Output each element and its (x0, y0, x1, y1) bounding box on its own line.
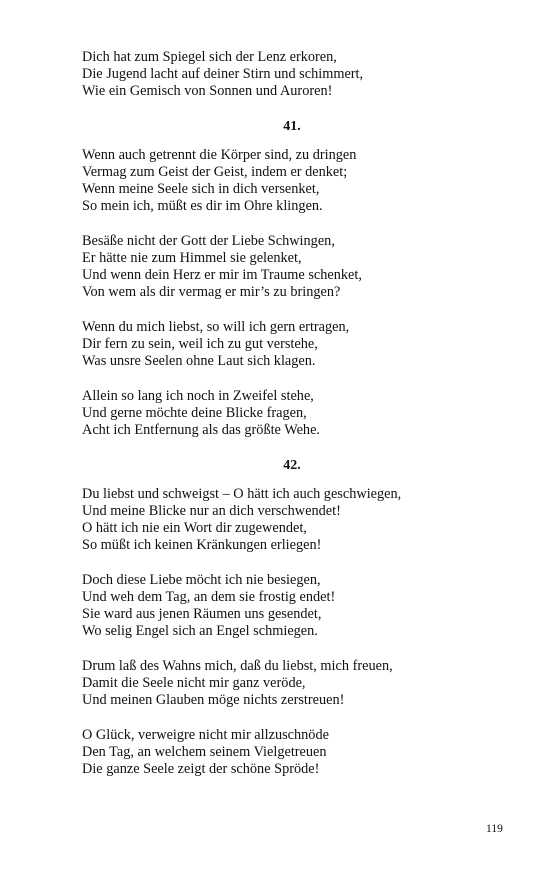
verse-line: O Glück, verweigre nicht mir allzuschnöde (82, 727, 329, 743)
page-number: 119 (486, 823, 503, 835)
verse-line: Er hätte nie zum Himmel sie gelenket, (82, 250, 302, 266)
verse-line: O hätt ich nie ein Wort dir zugewendet, (82, 520, 307, 536)
verse-line: Dir fern zu sein, weil ich zu gut verstehe, (82, 336, 318, 352)
verse-line: Wenn du mich liebst, so will ich gern ertragen, (82, 319, 350, 335)
verse-line: Besäße nicht der Gott der Liebe Schwingen, (82, 233, 335, 249)
verse-line: Von wem als dir vermag er mir’s zu bringen? (82, 284, 341, 300)
verse-line: Und wenn dein Herz er mir im Traume schenket, (82, 267, 362, 283)
verse-line: Wenn meine Seele sich in dich versenket, (82, 181, 320, 197)
verse-line: Doch diese Liebe möcht ich nie besiegen, (82, 572, 321, 588)
verse-line: Was unsre Seelen ohne Laut sich klagen. (82, 353, 316, 369)
verse-line: Und weh dem Tag, an dem sie frostig endet! (82, 589, 336, 605)
verse-line: Dich hat zum Spiegel sich der Lenz erkoren, (82, 49, 337, 65)
verse-line: Vermag zum Geist der Geist, indem er denket; (82, 164, 348, 180)
verse-line: So müßt ich keinen Kränkungen erliegen! (82, 537, 322, 553)
stanza (82, 658, 502, 709)
verse-line: Wie ein Gemisch von Sonnen und Auroren! (82, 83, 333, 99)
verse-line: Die Jugend lacht auf deiner Stirn und schimmert, (82, 66, 364, 82)
verse-line: Und gerne möchte deine Blicke fragen, (82, 405, 307, 421)
stanza (82, 572, 502, 640)
verse-line: Acht ich Entfernung als das größte Wehe. (82, 422, 320, 438)
verse-line: Allein so lang ich noch in Zweifel stehe, (82, 388, 314, 404)
verse-line: Du liebst und schweigst – O hätt ich auch geschwiegen, (82, 486, 402, 502)
stanza (82, 49, 502, 100)
stanza (82, 319, 502, 370)
poem-number: 41. (283, 119, 301, 134)
verse-line: Die ganze Seele zeigt der schöne Spröde! (82, 761, 320, 777)
verse-line: Und meine Blicke nur an dich verschwendet! (82, 503, 341, 519)
stanza (82, 147, 502, 215)
stanza (82, 233, 502, 301)
verse-line: Wenn auch getrennt die Körper sind, zu dringen (82, 147, 357, 163)
verse-line: Wo selig Engel sich an Engel schmiegen. (82, 623, 318, 639)
verse-line: Und meinen Glauben möge nichts zerstreuen! (82, 692, 345, 708)
stanza (82, 727, 502, 778)
page-body (82, 49, 502, 796)
stanza (82, 388, 502, 439)
verse-line: Drum laß des Wahns mich, daß du liebst, mich freuen, (82, 658, 393, 674)
stanza (82, 486, 502, 554)
verse-line: Den Tag, an welchem seinem Vielgetreuen (82, 744, 327, 760)
verse-line: Sie ward aus jenen Räumen uns gesendet, (82, 606, 322, 622)
verse-line: Damit die Seele nicht mir ganz veröde, (82, 675, 306, 691)
poem-number: 42. (283, 458, 301, 473)
verse-line: So mein ich, müßt es dir im Ohre klingen. (82, 198, 323, 214)
